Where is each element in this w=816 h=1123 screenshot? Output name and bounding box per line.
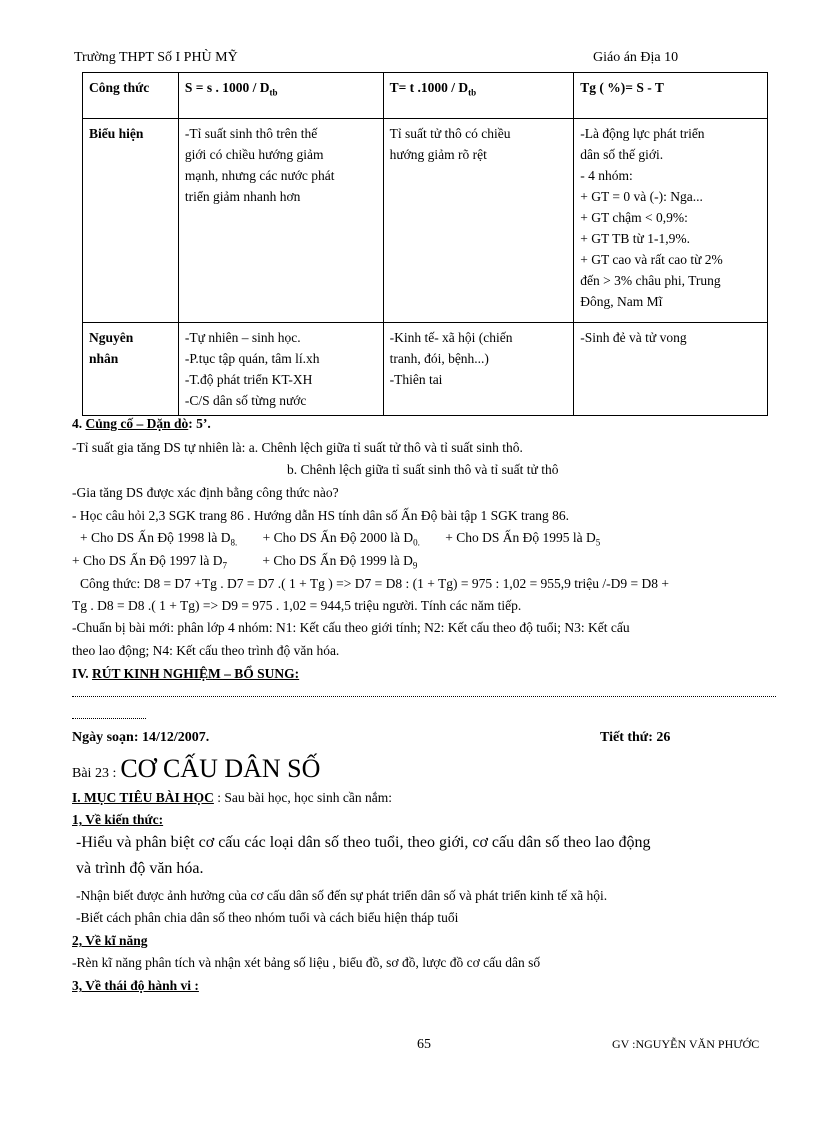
birth-expression: -Tỉ suất sinh thô trên thế giới có chiều hướng giảm mạnh, nhưng các nước phát triển giảm nhanh hơn: [178, 119, 383, 323]
question-3: - Học câu hỏi 2,3 SGK trang 86 . Hướng dẫn HS tính dân số Ấn Độ bài tập 1 SGK trang 86.: [72, 508, 570, 523]
lesson-date: Ngày soạn: 14/12/2007.: [72, 730, 210, 745]
consolidation-heading: 4. Củng cố – Dặn dò: 5’.: [72, 416, 211, 431]
question-2: -Gia tăng DS được xác định bằng công thức nào?: [72, 485, 339, 500]
teacher-name: GV :NGUYỄN VĂN PHƯỚC: [612, 1037, 760, 1051]
death-expression: Tỉ suất tử thô có chiều hướng giảm rõ rệt: [383, 119, 574, 323]
page-number: 65: [417, 1037, 431, 1052]
knowledge-1: -Hiểu và phân biệt cơ cấu các loại dân số theo tuổi, theo giới, cơ cấu dân số theo lao động: [76, 834, 651, 851]
question-1: -Tỉ suất gia tăng DS tự nhiên là: a. Chênh lệch giữa tỉ suất tử thô và tỉ suất sinh thô.: [72, 440, 523, 455]
knowledge-2: -Nhận biết được ảnh hưởng của cơ cấu dân số đến sự phát triển dân số và phát triển kinh tế xã hội.: [76, 888, 608, 903]
knowledge-3: -Biết cách phân chia dân số theo nhóm tuổi và cách biểu hiện tháp tuổi: [76, 910, 459, 925]
formula-line-2: Tg . D8 = D8 .( 1 + Tg) => D9 = 975 . 1,02 = 944,5 triệu người. Tính các năm tiếp.: [72, 598, 522, 613]
growth-cause: -Sinh đẻ và tử vong: [574, 323, 768, 416]
question-1b: b. Chênh lệch giữa tỉ suất sinh thô và tỉ suất tử thô: [287, 462, 559, 477]
review-line-2: [72, 718, 146, 719]
review-line-1: [72, 696, 776, 697]
review-heading: IV. RÚT KINH NGHIỆM – BỔ SUNG:: [72, 666, 300, 681]
lesson-period: Tiết thứ: 26: [600, 730, 671, 745]
birth-formula: S = s . $1000 / D_{tb}$: [178, 73, 383, 119]
prep-line-1: -Chuẩn bị bài mới: phân lớp 4 nhóm: N1: Kết cấu theo giới tính; N2: Kết cấu theo độ tuổi; N3: Kết cấu: [72, 620, 630, 635]
data-line-2: + Cho DS Ấn Độ 1997 là $D_7$ + Cho DS Ấn Độ 1999 là $D_9$: [72, 553, 418, 571]
growth-formula: Tg ( %)= S - T: [574, 73, 768, 119]
growth-expression: -Là động lực phát triển dân số thế giới. - 4 nhóm: + GT = 0 và (-): Nga... + GT chậm < 0,9%: + GT TB từ 1-1,9%. + GT cao và rất cao từ 2% đến > 3% châu phi, Trung Đông, Nam Mĩ: [574, 119, 768, 323]
formula-row: [83, 73, 768, 119]
formula-label: Công thức: [83, 73, 179, 119]
lesson-title: CƠ CẤU DÂN SỐ: [120, 754, 321, 783]
skills-1: -Rèn kĩ năng phân tích và nhận xét bảng số liệu , biểu đồ, sơ đồ, lược đồ cơ cấu dân số: [72, 955, 541, 970]
knowledge-1b: và trình độ văn hóa.: [76, 860, 204, 877]
death-formula: T= t $.1000 / D_{tb}$: [383, 73, 574, 119]
population-table: [82, 72, 768, 416]
data-line-1: + Cho DS Ấn Độ 1998 là $D_{8.}$ + Cho DS Ấn Độ 2000 là $D_{0.}$ + Cho DS Ấn Độ 1995 là $D_5$: [80, 530, 601, 548]
knowledge-heading: 1, Về kiến thức:: [72, 812, 164, 827]
school-name: Trường THPT Số I PHÙ MỸ: [74, 50, 238, 65]
goals-heading: I. MỤC TIÊU BÀI HỌC : Sau bài học, học sinh cần nắm:: [72, 790, 392, 805]
birth-cause: -Tự nhiên – sinh học. -P.tục tập quán, tâm lí.xh -T.độ phát triển KT-XH -C/S dân số từng nước: [178, 323, 383, 416]
attitude-heading: 3, Về thái độ hành vi :: [72, 978, 199, 993]
cause-row: [83, 323, 768, 416]
skills-heading: 2, Về kĩ năng: [72, 933, 148, 948]
formula-line-1: Công thức: D8 = D7 +Tg . D7 = D7 .( 1 + Tg ) => D7 = D8 : (1 + Tg) = 975 : 1,02 = 955,9 triệu /-D9 = D8 +: [80, 576, 670, 591]
expression-label: Biểu hiện: [83, 119, 179, 323]
expression-row: [83, 119, 768, 323]
lesson-number: Bài 23 :: [72, 766, 117, 781]
death-cause: -Kinh tế- xã hội (chiến tranh, đói, bệnh...) -Thiên tai: [383, 323, 574, 416]
cause-label: Nguyên nhân: [83, 323, 179, 416]
prep-line-2: theo lao động; N4: Kết cấu theo trình độ văn hóa.: [72, 643, 340, 658]
subject-label: Giáo án Địa 10: [593, 50, 679, 65]
lesson-title-line: [72, 754, 320, 784]
